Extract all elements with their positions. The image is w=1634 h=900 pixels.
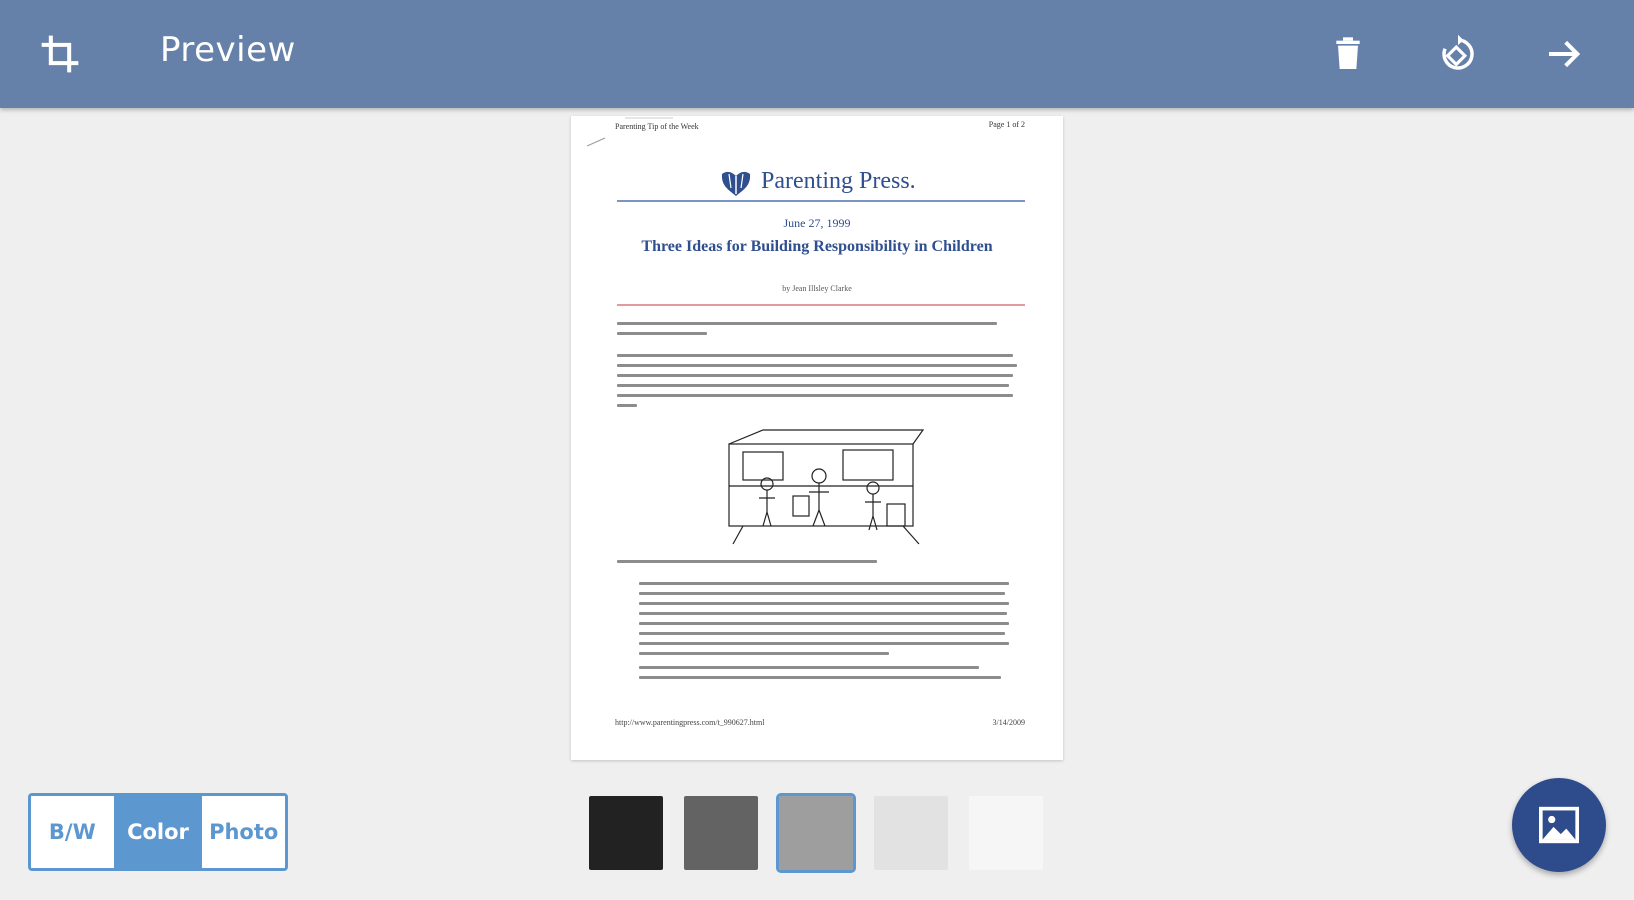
- document-date: June 27, 1999: [783, 216, 851, 230]
- filter-mode-toggle: [28, 793, 288, 871]
- crop-icon: [38, 32, 82, 76]
- document-byline: by Jean Illsley Clarke: [782, 284, 852, 293]
- document-paragraph-3: [617, 560, 917, 570]
- delete-button[interactable]: [1318, 24, 1378, 84]
- next-button[interactable]: [1534, 24, 1594, 84]
- document-header-right: Page 1 of 2: [988, 120, 1025, 129]
- document-header-left: Parenting Tip of the Week: [615, 122, 699, 131]
- document-brand: Parenting Press.: [761, 168, 916, 194]
- document-headline: Three Ideas for Building Responsibility in Children: [641, 238, 993, 255]
- document-paragraph-1: [617, 322, 1017, 342]
- document-list-item-2: [639, 666, 1019, 686]
- document-rule-red: [617, 304, 1025, 306]
- crop-button[interactable]: [30, 24, 90, 84]
- document-footer-right: 3/14/2009: [992, 718, 1025, 727]
- document-list-item-1: [639, 582, 1019, 662]
- document-preview[interactable]: [571, 116, 1063, 760]
- page-title: Preview: [160, 30, 296, 70]
- arrow-forward-icon: [1544, 34, 1584, 74]
- swatch-gray[interactable]: [779, 796, 853, 870]
- rotate-button[interactable]: [1428, 24, 1488, 84]
- swatch-black[interactable]: [589, 796, 663, 870]
- swatch-light-gray[interactable]: [874, 796, 948, 870]
- swatch-white[interactable]: [969, 796, 1043, 870]
- document-footer-left: http://www.parentingpress.com/t_990627.html: [615, 718, 765, 727]
- filter-color-button[interactable]: Color: [114, 796, 200, 868]
- document-illustration: [723, 426, 929, 552]
- image-icon: [1537, 805, 1581, 845]
- document-paragraph-2: [617, 354, 1017, 414]
- parenting-press-logo-icon: [719, 166, 753, 198]
- delete-icon: [1328, 34, 1368, 74]
- swatch-dark-gray[interactable]: [684, 796, 758, 870]
- document-rule-blue: [617, 200, 1025, 202]
- app-bar: [0, 0, 1634, 108]
- filter-bw-button[interactable]: B/W: [31, 796, 114, 868]
- filter-photo-button[interactable]: Photo: [199, 796, 285, 868]
- rotate-icon: [1437, 33, 1479, 75]
- gallery-button[interactable]: [1512, 778, 1606, 872]
